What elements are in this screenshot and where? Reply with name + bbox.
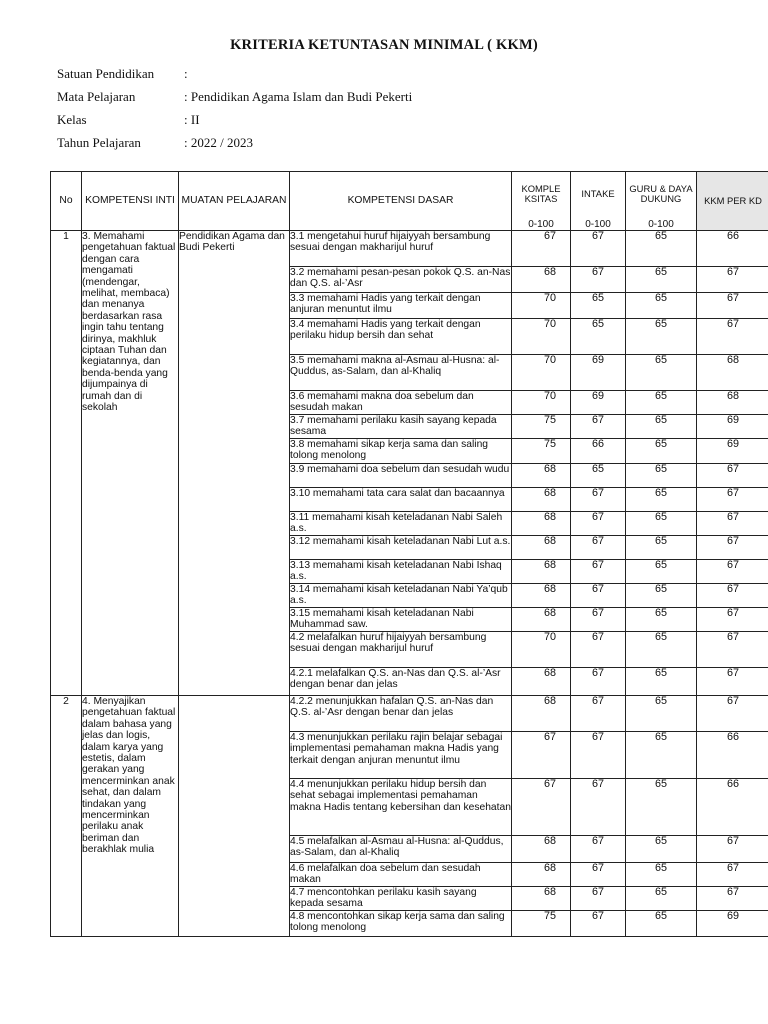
kompleksitas-value: 68 [512, 863, 571, 887]
guru-daya-dukung-value: 65 [626, 911, 697, 937]
kkm-value: 67 [697, 696, 768, 732]
kkm-table [50, 171, 768, 937]
guru-daya-dukung-value: 65 [626, 439, 697, 464]
intake-value: 69 [571, 355, 626, 391]
meta-label: Tahun Pelajaran [57, 135, 141, 150]
guru-daya-dukung-value: 65 [626, 608, 697, 632]
intake-value: 67 [571, 779, 626, 836]
kompleksitas-value: 67 [512, 779, 571, 836]
guru-daya-dukung-value: 65 [626, 779, 697, 836]
intake-value: 67 [571, 836, 626, 863]
meta-label: Satuan Pendidikan [57, 66, 155, 81]
kompleksitas-value: 75 [512, 439, 571, 464]
kompetensi-dasar-text: 3.4 memahami Hadis yang terkait dengan perilaku hidup bersih dan sehat [290, 319, 512, 355]
kompetensi-dasar-text: 3.1 mengetahui huruf hijaiyyah bersambung sesuai dengan makharijul huruf [290, 231, 512, 267]
row-number: 2 [51, 696, 82, 937]
kompleksitas-value: 70 [512, 632, 571, 668]
intake-value: 67 [571, 863, 626, 887]
guru-daya-dukung-value: 65 [626, 560, 697, 584]
intake-value: 67 [571, 512, 626, 536]
row-number: 1 [51, 231, 82, 696]
header-intake: INTAKE [571, 172, 626, 217]
kompetensi-dasar-text: 4.8 mencontohkan sikap kerja sama dan saling tolong menolong [290, 911, 512, 937]
intake-value: 65 [571, 464, 626, 488]
kkm-value: 67 [697, 863, 768, 887]
kompetensi-inti-text: 3. Memahami pengetahuan faktual dengan cara mengamati (mendengar, melihat, membaca) dan menanya berdasarkan rasa ingin tahu tentang dirinya, makhluk ciptaan Tuhan dan kegiatannya, dan benda-benda yang dijumpainya di rumah dan di sekolah [82, 231, 179, 696]
kompetensi-dasar-text: 3.3 memahami Hadis yang terkait dengan anjuran menuntut ilmu [290, 293, 512, 319]
kkm-value: 67 [697, 608, 768, 632]
kompleksitas-value: 68 [512, 584, 571, 608]
kompleksitas-value: 68 [512, 512, 571, 536]
kompetensi-dasar-text: 4.4 menunjukkan perilaku hidup bersih dan sehat sebagai implementasi pemahaman makna Hadis tentang kebersihan dan kesehatan [290, 779, 512, 836]
kompleksitas-value: 68 [512, 668, 571, 696]
intake-value: 67 [571, 732, 626, 779]
kompleksitas-value: 70 [512, 319, 571, 355]
kkm-value: 67 [697, 464, 768, 488]
kompetensi-dasar-text: 3.7 memahami perilaku kasih sayang kepada sesama [290, 415, 512, 439]
kompleksitas-value: 75 [512, 911, 571, 937]
kkm-value: 67 [697, 293, 768, 319]
kkm-value: 67 [697, 584, 768, 608]
intake-value: 67 [571, 608, 626, 632]
guru-daya-dukung-value: 65 [626, 887, 697, 911]
intake-value: 67 [571, 267, 626, 293]
meta-value: : II [184, 112, 200, 127]
kompetensi-dasar-text: 4.2 melafalkan huruf hijaiyyah bersambung sesuai dengan makharijul huruf [290, 632, 512, 668]
guru-daya-dukung-value: 65 [626, 836, 697, 863]
kompetensi-dasar-text: 3.5 memahami makna al-Asmau al-Husna: al-Quddus, as-Salam, dan al-Khaliq [290, 355, 512, 391]
intake-value: 67 [571, 696, 626, 732]
kompetensi-dasar-text: 3.14 memahami kisah keteladanan Nabi Ya’qub a.s. [290, 584, 512, 608]
kkm-value: 67 [697, 836, 768, 863]
kompleksitas-value: 68 [512, 536, 571, 560]
kkm-value: 67 [697, 887, 768, 911]
guru-daya-dukung-value: 65 [626, 863, 697, 887]
table-row [51, 231, 768, 267]
guru-daya-dukung-value: 65 [626, 464, 697, 488]
meta-value: : Pendidikan Agama Islam dan Budi Pekerti [184, 89, 413, 104]
kompetensi-dasar-text: 4.5 melafalkan al-Asmau al-Husna: al-Quddus, as-Salam, dan al-Khaliq [290, 836, 512, 863]
intake-value: 67 [571, 231, 626, 267]
intake-value: 69 [571, 391, 626, 415]
guru-daya-dukung-value: 65 [626, 732, 697, 779]
header-guru-daya-dukung: GURU & DAYA DUKUNG [626, 172, 697, 217]
guru-daya-dukung-value: 65 [626, 512, 697, 536]
kompetensi-dasar-text: 4.7 mencontohkan perilaku kasih sayang kepada sesama [290, 887, 512, 911]
intake-value: 67 [571, 887, 626, 911]
intake-value: 66 [571, 439, 626, 464]
kkm-value: 69 [697, 415, 768, 439]
kompetensi-dasar-text: 3.8 memahami sikap kerja sama dan saling tolong menolong [290, 439, 512, 464]
meta-value: : 2022 / 2023 [184, 135, 253, 150]
header-kompleksitas: KOMPLE KSITAS [512, 172, 571, 217]
kompetensi-dasar-text: 3.10 memahami tata cara salat dan bacaannya [290, 488, 512, 512]
kompetensi-dasar-text: 4.3 menunjukkan perilaku rajin belajar sebagai implementasi pemahaman makna Hadis yang terkait dengan anjuran menuntut ilmu [290, 732, 512, 779]
kkm-value: 68 [697, 355, 768, 391]
kkm-value: 67 [697, 488, 768, 512]
kkm-value: 67 [697, 267, 768, 293]
kompleksitas-value: 68 [512, 267, 571, 293]
kkm-value: 67 [697, 668, 768, 696]
kkm-value: 66 [697, 231, 768, 267]
intake-value: 67 [571, 560, 626, 584]
table-row [51, 696, 768, 732]
kompetensi-inti-text: 4. Menyajikan pengetahuan faktual dalam bahasa yang jelas dan logis, dalam karya yang estetis, dalam gerakan yang mencerminkan anak sehat, dan dalam tindakan yang mencerminkan perilaku anak beriman dan berakhlak mulia [82, 696, 179, 937]
kompleksitas-value: 67 [512, 732, 571, 779]
meta-label: Kelas [57, 112, 87, 127]
guru-daya-dukung-value: 65 [626, 391, 697, 415]
kompleksitas-value: 67 [512, 231, 571, 267]
kompleksitas-value: 68 [512, 836, 571, 863]
guru-daya-dukung-value: 65 [626, 696, 697, 732]
header-kompetensi-inti: KOMPETENSI INTI [82, 172, 179, 231]
intake-value: 67 [571, 415, 626, 439]
intake-value: 67 [571, 668, 626, 696]
guru-daya-dukung-value: 65 [626, 668, 697, 696]
kompleksitas-value: 68 [512, 887, 571, 911]
kkm-table-body [51, 231, 768, 937]
meta-label: Mata Pelajaran [57, 89, 136, 104]
muatan-pelajaran-text [179, 696, 290, 937]
kompetensi-dasar-text: 4.2.2 menunjukkan hafalan Q.S. an-Nas dan Q.S. al-’Asr dengan benar dan jelas [290, 696, 512, 732]
header-range-intake: 0-100 [571, 217, 626, 231]
kompleksitas-value: 68 [512, 488, 571, 512]
kkm-value: 66 [697, 732, 768, 779]
intake-value: 67 [571, 488, 626, 512]
kompetensi-dasar-text: 3.11 memahami kisah keteladanan Nabi Saleh a.s. [290, 512, 512, 536]
intake-value: 67 [571, 584, 626, 608]
kompetensi-dasar-text: 3.15 memahami kisah keteladanan Nabi Muhammad saw. [290, 608, 512, 632]
guru-daya-dukung-value: 65 [626, 415, 697, 439]
header-kkm-per-kd: KKM PER KD [697, 172, 768, 231]
header-range-kompleksitas: 0-100 [512, 217, 571, 231]
intake-value: 67 [571, 536, 626, 560]
kompleksitas-value: 68 [512, 608, 571, 632]
kompetensi-dasar-text: 3.2 memahami pesan-pesan pokok Q.S. an-Nas dan Q.S. al-’Asr [290, 267, 512, 293]
header-kompetensi-dasar: KOMPETENSI DASAR [290, 172, 512, 231]
guru-daya-dukung-value: 65 [626, 488, 697, 512]
kompleksitas-value: 68 [512, 464, 571, 488]
kkm-value: 66 [697, 779, 768, 836]
guru-daya-dukung-value: 65 [626, 293, 697, 319]
kompleksitas-value: 70 [512, 391, 571, 415]
kkm-value: 69 [697, 911, 768, 937]
intake-value: 65 [571, 293, 626, 319]
muatan-pelajaran-text: Pendidikan Agama dan Budi Pekerti [179, 231, 290, 696]
intake-value: 67 [571, 632, 626, 668]
guru-daya-dukung-value: 65 [626, 584, 697, 608]
kkm-value: 68 [697, 391, 768, 415]
kompetensi-dasar-text: 3.13 memahami kisah keteladanan Nabi Ishaq a.s. [290, 560, 512, 584]
kkm-value: 67 [697, 319, 768, 355]
guru-daya-dukung-value: 65 [626, 319, 697, 355]
header-range-guru: 0-100 [626, 217, 697, 231]
guru-daya-dukung-value: 65 [626, 231, 697, 267]
header-muatan-pelajaran: MUATAN PELAJARAN [179, 172, 290, 231]
document-title: KRITERIA KETUNTASAN MINIMAL ( KKM) [230, 37, 538, 53]
intake-value: 65 [571, 319, 626, 355]
kompetensi-dasar-text: 3.9 memahami doa sebelum dan sesudah wudu [290, 464, 512, 488]
kompetensi-dasar-text: 4.2.1 melafalkan Q.S. an-Nas dan Q.S. al-’Asr dengan benar dan jelas [290, 668, 512, 696]
kkm-value: 67 [697, 536, 768, 560]
kompetensi-dasar-text: 4.6 melafalkan doa sebelum dan sesudah makan [290, 863, 512, 887]
kompleksitas-value: 70 [512, 355, 571, 391]
kkm-value: 67 [697, 512, 768, 536]
guru-daya-dukung-value: 65 [626, 355, 697, 391]
kompleksitas-value: 75 [512, 415, 571, 439]
kkm-value: 67 [697, 560, 768, 584]
kompetensi-dasar-text: 3.6 memahami makna doa sebelum dan sesudah makan [290, 391, 512, 415]
kkm-value: 67 [697, 632, 768, 668]
meta-value: : [184, 66, 188, 81]
kompleksitas-value: 68 [512, 696, 571, 732]
guru-daya-dukung-value: 65 [626, 536, 697, 560]
kompleksitas-value: 68 [512, 560, 571, 584]
kompetensi-dasar-text: 3.12 memahami kisah keteladanan Nabi Lut a.s. [290, 536, 512, 560]
header-no: No [51, 172, 82, 231]
intake-value: 67 [571, 911, 626, 937]
guru-daya-dukung-value: 65 [626, 632, 697, 668]
guru-daya-dukung-value: 65 [626, 267, 697, 293]
kompleksitas-value: 70 [512, 293, 571, 319]
kkm-value: 69 [697, 439, 768, 464]
